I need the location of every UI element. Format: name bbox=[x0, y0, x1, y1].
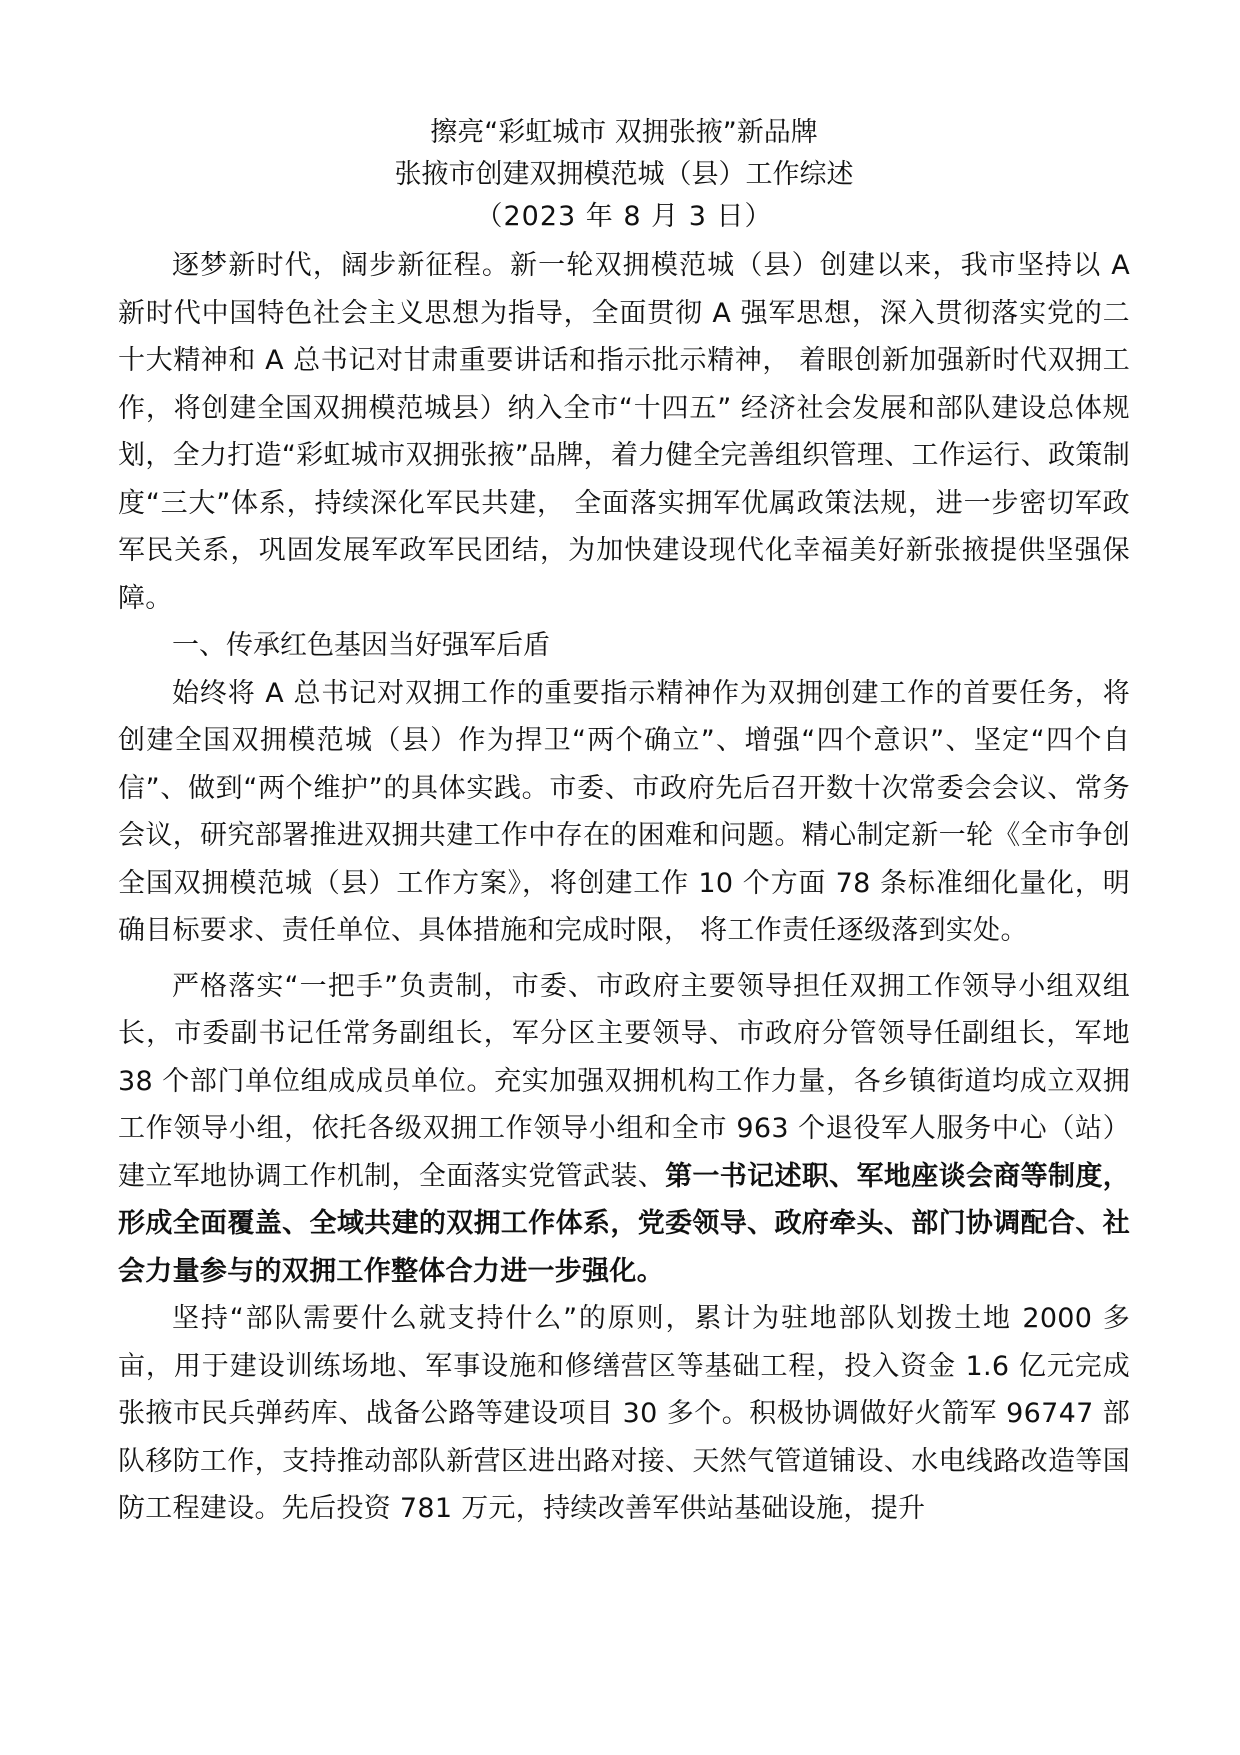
body-paragraph: 坚持“部队需要什么就支持什么”的原则，累计为驻地部队划拨土地 2000 多亩，用于建设训练场地、军事设施和修缮营区等基础工程，投入资金 1.6 亿元完成张掖市民兵弹药库、战备公路等建设项目 30 多个。积极协调做好火箭军 96747 部队移防工作，支持推动部队新营区进出路对接、天然气管道铺设、水电线路改造等国防工程建设。先后投资 781 万元，持续改善军供站基础设施，提升 bbox=[118, 1303, 1130, 1524]
document-title-line1: 擦亮“彩虹城市 双拥张掖”新品牌 bbox=[430, 117, 818, 148]
body-paragraph bbox=[118, 963, 1130, 1296]
bold-paragraph-text: 第一书记述职、军地座谈会商等制度，形成全面覆盖、全域共建的双拥工作体系，党委领导、政府牵头、部门协调配合、社会力量参与的双拥工作整体合力进一步强化。 bbox=[118, 1160, 1131, 1287]
intro-paragraph: 逐梦新时代，阔步新征程。新一轮双拥模范城（县）创建以来，我市坚持以 A 新时代中国特色社会主义思想为指导，全面贯彻 A 强军思想，深入贯彻落实党的二十大精神和 A 总书记对甘肃重要讲话和指示批示精神， 着眼创新加强新时代双拥工作，将创建全国双拥模范城县）纳入全市“十四五” 经济社会发展和部队建设总体规划，全力打造“彩虹城市双拥张掖”品牌，着力健全完善组织管理、工作运行、政策制度“三大”体系，持续深化军民共建， 全面落实拥军优属政策法规，进一步密切军政军民关系，巩固发展军政军民团结，为加快建设现代化幸福美好新张掖提供坚强保障。 bbox=[118, 250, 1130, 614]
document-date: （2023 年 8 月 3 日） bbox=[475, 201, 773, 232]
paragraph-text: 严格落实“一把手”负责制，市委、市政府主要领导担任双拥工作领导小组双组长，市委副书记任常务副组长，军分区主要领导、市政府分管领导任副组长，军地 38 个部门单位组成成员单位。充实加强双拥机构工作力量，各乡镇街道均成立双拥工作领导小组，依托各级双拥工作领导小组和全市 963 个退役军人服务中心（站）建立军地协调工作机制，全面落实党管武装、 bbox=[118, 970, 1130, 1192]
body-paragraph: 始终将 A 总书记对双拥工作的重要指示精神作为双拥创建工作的首要任务，将创建全国双拥模范城（县）作为捍卫“两个确立”、增强“四个意识”、坚定“四个自信”、做到“两个维护”的具体实践。市委、市政府先后召开数十次常委会会议、常务会议，研究部署推进双拥共建工作中存在的困难和问题。精心制定新一轮《全市争创全国双拥模范城（县）工作方案》，将创建工作 10 个方面 78 条标准细化量化，明确目标要求、责任单位、具体措施和完成时限， 将工作责任逐级落到实处。 bbox=[118, 677, 1130, 946]
section-heading: 一、传承红色基因当好强军后盾 bbox=[172, 630, 550, 661]
document-title-line2: 张掖市创建双拥模范城（县）工作综述 bbox=[394, 159, 854, 190]
